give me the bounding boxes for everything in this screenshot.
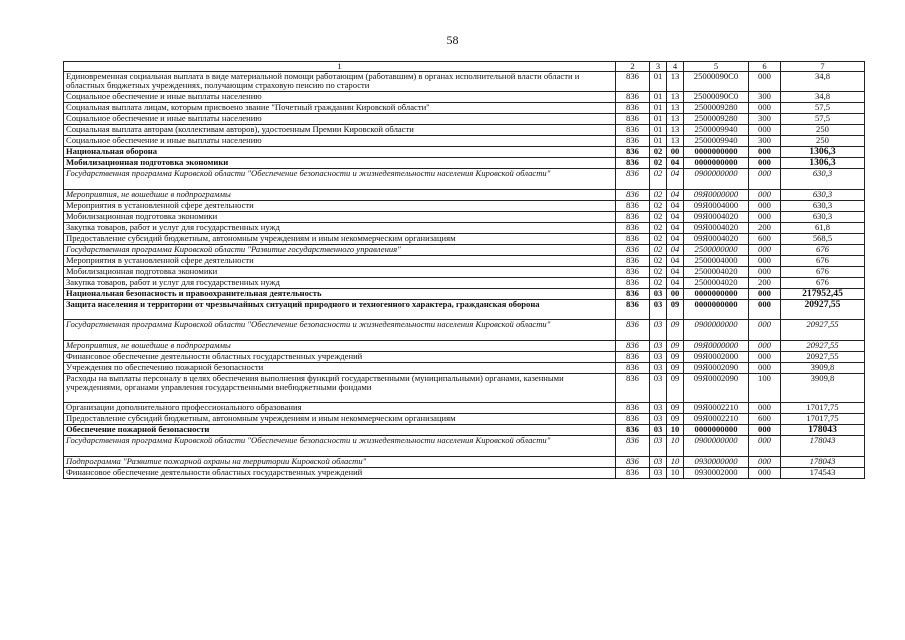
row-code-admin: 836 [616, 288, 650, 299]
row-code-section: 03 [650, 351, 667, 362]
row-name: Единовременная социальная выплата в виде материальной помощи работающим (работавшим) в органах исполнительной власти области и областных бюджетных учреждениях, получающим страховую пенсию по старости [64, 72, 616, 92]
row-code-subsection: 04 [667, 200, 684, 211]
row-amount: 250 [781, 136, 865, 147]
row-code-section: 02 [650, 189, 667, 200]
header-cell: 1 [64, 62, 616, 72]
row-code-target: 25000090С0 [684, 72, 749, 92]
row-code-expense: 100 [749, 373, 781, 403]
table-row [64, 373, 865, 403]
row-amount: 20927,55 [781, 320, 865, 340]
row-name: Социальная выплата лицам, которым присвоено звание "Почетный гражданин Кировской области" [64, 103, 616, 114]
row-name: Мобилизационная подготовка экономики [64, 158, 616, 169]
row-code-target: 2500004000 [684, 255, 749, 266]
table-row [64, 169, 865, 189]
row-code-admin: 836 [616, 72, 650, 92]
row-name: Социальная выплата авторам (коллективам авторов), удостоенным Премии Кировской области [64, 125, 616, 136]
row-code-section: 02 [650, 255, 667, 266]
table-row [64, 456, 865, 467]
row-amount: 568,5 [781, 233, 865, 244]
row-name: Государственная программа Кировской области "Обеспечение безопасности и жизнедеятельности населения Кировской области" [64, 320, 616, 340]
row-amount: 174543 [781, 467, 865, 478]
table-row [64, 403, 865, 414]
row-code-section: 01 [650, 114, 667, 125]
row-amount: 17017,75 [781, 414, 865, 425]
row-code-target: 2500000000 [684, 244, 749, 255]
row-code-section: 03 [650, 288, 667, 299]
row-code-target: 09Я0002090 [684, 373, 749, 403]
row-code-admin: 836 [616, 340, 650, 351]
row-code-expense: 300 [749, 114, 781, 125]
row-code-admin: 836 [616, 467, 650, 478]
table-row [64, 340, 865, 351]
row-code-target: 2500004020 [684, 277, 749, 288]
row-code-admin: 836 [616, 92, 650, 103]
row-code-section: 01 [650, 72, 667, 92]
table-row [64, 211, 865, 222]
row-amount: 1306,3 [781, 147, 865, 158]
row-name: Государственная программа Кировской области "Развитие государственного управления" [64, 244, 616, 255]
table-header-row [64, 62, 865, 72]
row-code-section: 01 [650, 103, 667, 114]
row-name: Социальное обеспечение и иные выплаты населению [64, 136, 616, 147]
row-name: Предоставление субсидий бюджетным, автономным учреждениям и иным некоммерческим организациям [64, 233, 616, 244]
row-code-admin: 836 [616, 436, 650, 456]
row-amount: 217952,45 [781, 288, 865, 299]
row-amount: 57,5 [781, 103, 865, 114]
header-cell: 6 [749, 62, 781, 72]
row-code-subsection: 04 [667, 233, 684, 244]
row-code-admin: 836 [616, 299, 650, 319]
row-amount: 61,8 [781, 222, 865, 233]
table-row [64, 103, 865, 114]
row-code-target: 09Я0000000 [684, 340, 749, 351]
row-code-target: 09Я0000000 [684, 189, 749, 200]
row-amount: 630,3 [781, 211, 865, 222]
table-row [64, 158, 865, 169]
row-amount: 250 [781, 125, 865, 136]
row-code-admin: 836 [616, 147, 650, 158]
row-code-expense: 600 [749, 414, 781, 425]
row-code-subsection: 09 [667, 403, 684, 414]
table-row [64, 244, 865, 255]
row-code-admin: 836 [616, 425, 650, 436]
row-name: Предоставление субсидий бюджетным, автономным учреждениям и иным некоммерческим организациям [64, 414, 616, 425]
row-code-admin: 836 [616, 103, 650, 114]
table-row [64, 277, 865, 288]
row-code-target: 09Я0002210 [684, 403, 749, 414]
row-code-subsection: 13 [667, 136, 684, 147]
row-code-admin: 836 [616, 222, 650, 233]
header-cell: 4 [667, 62, 684, 72]
table-row [64, 200, 865, 211]
row-code-section: 02 [650, 211, 667, 222]
row-name: Мероприятия в установленной сфере деятельности [64, 200, 616, 211]
row-code-subsection: 09 [667, 362, 684, 373]
row-name: Расходы на выплаты персоналу в целях обеспечения выполнения функций государственными (муниципальными) органами, казенными учреждениями, органами управления государственными внебюджетными фондами [64, 373, 616, 403]
row-amount: 20927,55 [781, 340, 865, 351]
row-name: Учреждения по обеспечению пожарной безопасности [64, 362, 616, 373]
row-code-expense: 000 [749, 425, 781, 436]
row-code-target: 2500009940 [684, 125, 749, 136]
row-code-expense: 000 [749, 320, 781, 340]
row-code-expense: 000 [749, 299, 781, 319]
row-code-expense: 000 [749, 211, 781, 222]
row-code-subsection: 10 [667, 425, 684, 436]
row-code-admin: 836 [616, 114, 650, 125]
row-amount: 630,3 [781, 189, 865, 200]
row-amount: 676 [781, 255, 865, 266]
table-row [64, 299, 865, 319]
row-code-admin: 836 [616, 320, 650, 340]
row-amount: 3909,8 [781, 362, 865, 373]
row-code-subsection: 00 [667, 147, 684, 158]
row-code-admin: 836 [616, 403, 650, 414]
row-code-expense: 000 [749, 158, 781, 169]
row-code-section: 01 [650, 92, 667, 103]
row-amount: 630,3 [781, 200, 865, 211]
row-amount: 34,8 [781, 92, 865, 103]
table-row [64, 72, 865, 92]
row-code-expense: 000 [749, 436, 781, 456]
table-row [64, 467, 865, 478]
row-name: Мероприятия, не вошедшие в подпрограммы [64, 189, 616, 200]
row-name: Организации дополнительного профессионального образования [64, 403, 616, 414]
row-code-admin: 836 [616, 244, 650, 255]
row-code-section: 02 [650, 147, 667, 158]
row-name: Государственная программа Кировской области "Обеспечение безопасности и жизнедеятельности населения Кировской области" [64, 436, 616, 456]
row-amount: 34,8 [781, 72, 865, 92]
row-code-admin: 836 [616, 255, 650, 266]
row-code-admin: 836 [616, 362, 650, 373]
row-amount: 178043 [781, 425, 865, 436]
row-code-expense: 000 [749, 266, 781, 277]
row-code-subsection: 13 [667, 125, 684, 136]
row-name: Подпрограмма "Развитие пожарной охраны на территории Кировской области" [64, 456, 616, 467]
row-code-subsection: 09 [667, 351, 684, 362]
row-code-expense: 200 [749, 277, 781, 288]
table-row [64, 233, 865, 244]
row-code-subsection: 04 [667, 277, 684, 288]
row-code-target: 0000000000 [684, 158, 749, 169]
row-code-subsection: 04 [667, 266, 684, 277]
row-name: Мобилизационная подготовка экономики [64, 266, 616, 277]
row-code-admin: 836 [616, 266, 650, 277]
row-code-section: 02 [650, 244, 667, 255]
row-code-section: 02 [650, 169, 667, 189]
row-code-subsection: 09 [667, 340, 684, 351]
row-code-section: 02 [650, 277, 667, 288]
row-code-section: 03 [650, 362, 667, 373]
row-code-admin: 836 [616, 200, 650, 211]
table-row [64, 255, 865, 266]
row-code-expense: 000 [749, 244, 781, 255]
row-amount: 17017,75 [781, 403, 865, 414]
header-cell: 2 [616, 62, 650, 72]
header-cell: 5 [684, 62, 749, 72]
table-row [64, 320, 865, 340]
row-name: Финансовое обеспечение деятельности областных государственных учреждений [64, 351, 616, 362]
row-code-subsection: 10 [667, 456, 684, 467]
table-row [64, 114, 865, 125]
header-cell: 7 [781, 62, 865, 72]
table-row [64, 425, 865, 436]
table-row [64, 436, 865, 456]
row-code-target: 0900000000 [684, 169, 749, 189]
row-code-subsection: 09 [667, 320, 684, 340]
row-code-subsection: 10 [667, 467, 684, 478]
row-code-admin: 836 [616, 189, 650, 200]
row-code-subsection: 04 [667, 189, 684, 200]
row-code-expense: 000 [749, 125, 781, 136]
row-code-target: 0900000000 [684, 436, 749, 456]
row-amount: 3909,8 [781, 373, 865, 403]
row-code-section: 02 [650, 158, 667, 169]
row-amount: 676 [781, 266, 865, 277]
page-number: 58 [446, 33, 459, 47]
row-amount: 178043 [781, 436, 865, 456]
row-amount: 57,5 [781, 114, 865, 125]
row-code-admin: 836 [616, 414, 650, 425]
row-code-expense: 000 [749, 351, 781, 362]
row-code-subsection: 00 [667, 288, 684, 299]
row-name: Национальная оборона [64, 147, 616, 158]
row-code-subsection: 04 [667, 158, 684, 169]
row-code-admin: 836 [616, 233, 650, 244]
row-code-section: 03 [650, 425, 667, 436]
row-code-target: 2500009940 [684, 136, 749, 147]
row-code-subsection: 09 [667, 414, 684, 425]
row-code-subsection: 13 [667, 114, 684, 125]
row-code-section: 03 [650, 436, 667, 456]
row-code-admin: 836 [616, 456, 650, 467]
row-code-section: 03 [650, 320, 667, 340]
row-code-subsection: 04 [667, 211, 684, 222]
row-name: Обеспечение пожарной безопасности [64, 425, 616, 436]
row-code-section: 02 [650, 233, 667, 244]
row-code-expense: 300 [749, 136, 781, 147]
row-code-admin: 836 [616, 373, 650, 403]
row-name: Социальное обеспечение и иные выплаты населению [64, 92, 616, 103]
row-code-target: 09Я0002000 [684, 351, 749, 362]
row-name: Мероприятия, не вошедшие в подпрограммы [64, 340, 616, 351]
row-code-target: 2500004020 [684, 266, 749, 277]
row-code-target: 0000000000 [684, 299, 749, 319]
header-cell: 3 [650, 62, 667, 72]
row-code-section: 03 [650, 414, 667, 425]
row-code-section: 03 [650, 456, 667, 467]
row-code-expense: 000 [749, 169, 781, 189]
row-amount: 178043 [781, 456, 865, 467]
row-code-subsection: 09 [667, 299, 684, 319]
row-code-expense: 000 [749, 72, 781, 92]
table-row [64, 189, 865, 200]
row-name: Национальная безопасность и правоохранительная деятельность [64, 288, 616, 299]
table-row [64, 288, 865, 299]
row-code-expense: 000 [749, 147, 781, 158]
row-code-expense: 000 [749, 255, 781, 266]
table-row [64, 92, 865, 103]
row-amount: 20927,55 [781, 351, 865, 362]
row-code-target: 2500009280 [684, 114, 749, 125]
row-code-target: 09Я0004020 [684, 233, 749, 244]
row-code-subsection: 10 [667, 436, 684, 456]
row-name: Закупка товаров, работ и услуг для государственных нужд [64, 222, 616, 233]
row-code-section: 03 [650, 373, 667, 403]
row-name: Закупка товаров, работ и услуг для государственных нужд [64, 277, 616, 288]
row-code-expense: 000 [749, 467, 781, 478]
row-code-target: 09Я0004020 [684, 211, 749, 222]
row-code-section: 03 [650, 299, 667, 319]
table-row [64, 414, 865, 425]
row-code-subsection: 04 [667, 255, 684, 266]
row-code-expense: 000 [749, 189, 781, 200]
row-code-target: 09Я0004000 [684, 200, 749, 211]
row-code-expense: 000 [749, 200, 781, 211]
row-code-target: 09Я0002210 [684, 414, 749, 425]
row-name: Мероприятия в установленной сфере деятельности [64, 255, 616, 266]
row-code-target: 0000000000 [684, 425, 749, 436]
row-name: Государственная программа Кировской области "Обеспечение безопасности и жизнедеятельности населения Кировской области" [64, 169, 616, 189]
row-code-subsection: 13 [667, 92, 684, 103]
row-code-target: 09Я0004020 [684, 222, 749, 233]
row-amount: 1306,3 [781, 158, 865, 169]
row-code-expense: 200 [749, 222, 781, 233]
row-code-expense: 000 [749, 362, 781, 373]
row-code-target: 09Я0002090 [684, 362, 749, 373]
row-code-section: 03 [650, 340, 667, 351]
row-amount: 20927,55 [781, 299, 865, 319]
row-code-admin: 836 [616, 169, 650, 189]
row-code-section: 01 [650, 125, 667, 136]
row-amount: 630,3 [781, 169, 865, 189]
row-code-subsection: 13 [667, 103, 684, 114]
row-code-section: 02 [650, 266, 667, 277]
table-row [64, 266, 865, 277]
row-code-admin: 836 [616, 351, 650, 362]
row-code-admin: 836 [616, 136, 650, 147]
row-code-target: 0000000000 [684, 288, 749, 299]
row-amount: 676 [781, 277, 865, 288]
row-code-expense: 000 [749, 403, 781, 414]
row-code-subsection: 04 [667, 169, 684, 189]
budget-table [63, 61, 865, 479]
row-code-target: 2500009280 [684, 103, 749, 114]
row-code-admin: 836 [616, 211, 650, 222]
row-code-section: 02 [650, 200, 667, 211]
table-row [64, 222, 865, 233]
row-code-expense: 300 [749, 92, 781, 103]
row-name: Мобилизационная подготовка экономики [64, 211, 616, 222]
row-code-expense: 000 [749, 456, 781, 467]
row-name: Финансовое обеспечение деятельности областных государственных учреждений [64, 467, 616, 478]
row-code-expense: 000 [749, 103, 781, 114]
row-amount: 676 [781, 244, 865, 255]
row-code-subsection: 09 [667, 373, 684, 403]
row-name: Социальное обеспечение и иные выплаты населению [64, 114, 616, 125]
table-row [64, 125, 865, 136]
row-code-admin: 836 [616, 158, 650, 169]
table-row [64, 136, 865, 147]
row-code-admin: 836 [616, 277, 650, 288]
row-name: Защита населения и территории от чрезвычайных ситуаций природного и техногенного характера, гражданская оборона [64, 299, 616, 319]
row-code-subsection: 04 [667, 222, 684, 233]
row-code-subsection: 04 [667, 244, 684, 255]
row-code-admin: 836 [616, 125, 650, 136]
row-code-section: 03 [650, 467, 667, 478]
row-code-section: 02 [650, 222, 667, 233]
row-code-expense: 600 [749, 233, 781, 244]
table-row [64, 362, 865, 373]
row-code-subsection: 13 [667, 72, 684, 92]
row-code-target: 0000000000 [684, 147, 749, 158]
table-row [64, 147, 865, 158]
row-code-target: 25000090С0 [684, 92, 749, 103]
row-code-section: 01 [650, 136, 667, 147]
row-code-section: 03 [650, 403, 667, 414]
table-row [64, 351, 865, 362]
row-code-expense: 000 [749, 288, 781, 299]
row-code-expense: 000 [749, 340, 781, 351]
row-code-target: 0900000000 [684, 320, 749, 340]
row-code-target: 0930000000 [684, 456, 749, 467]
row-code-target: 0930002000 [684, 467, 749, 478]
